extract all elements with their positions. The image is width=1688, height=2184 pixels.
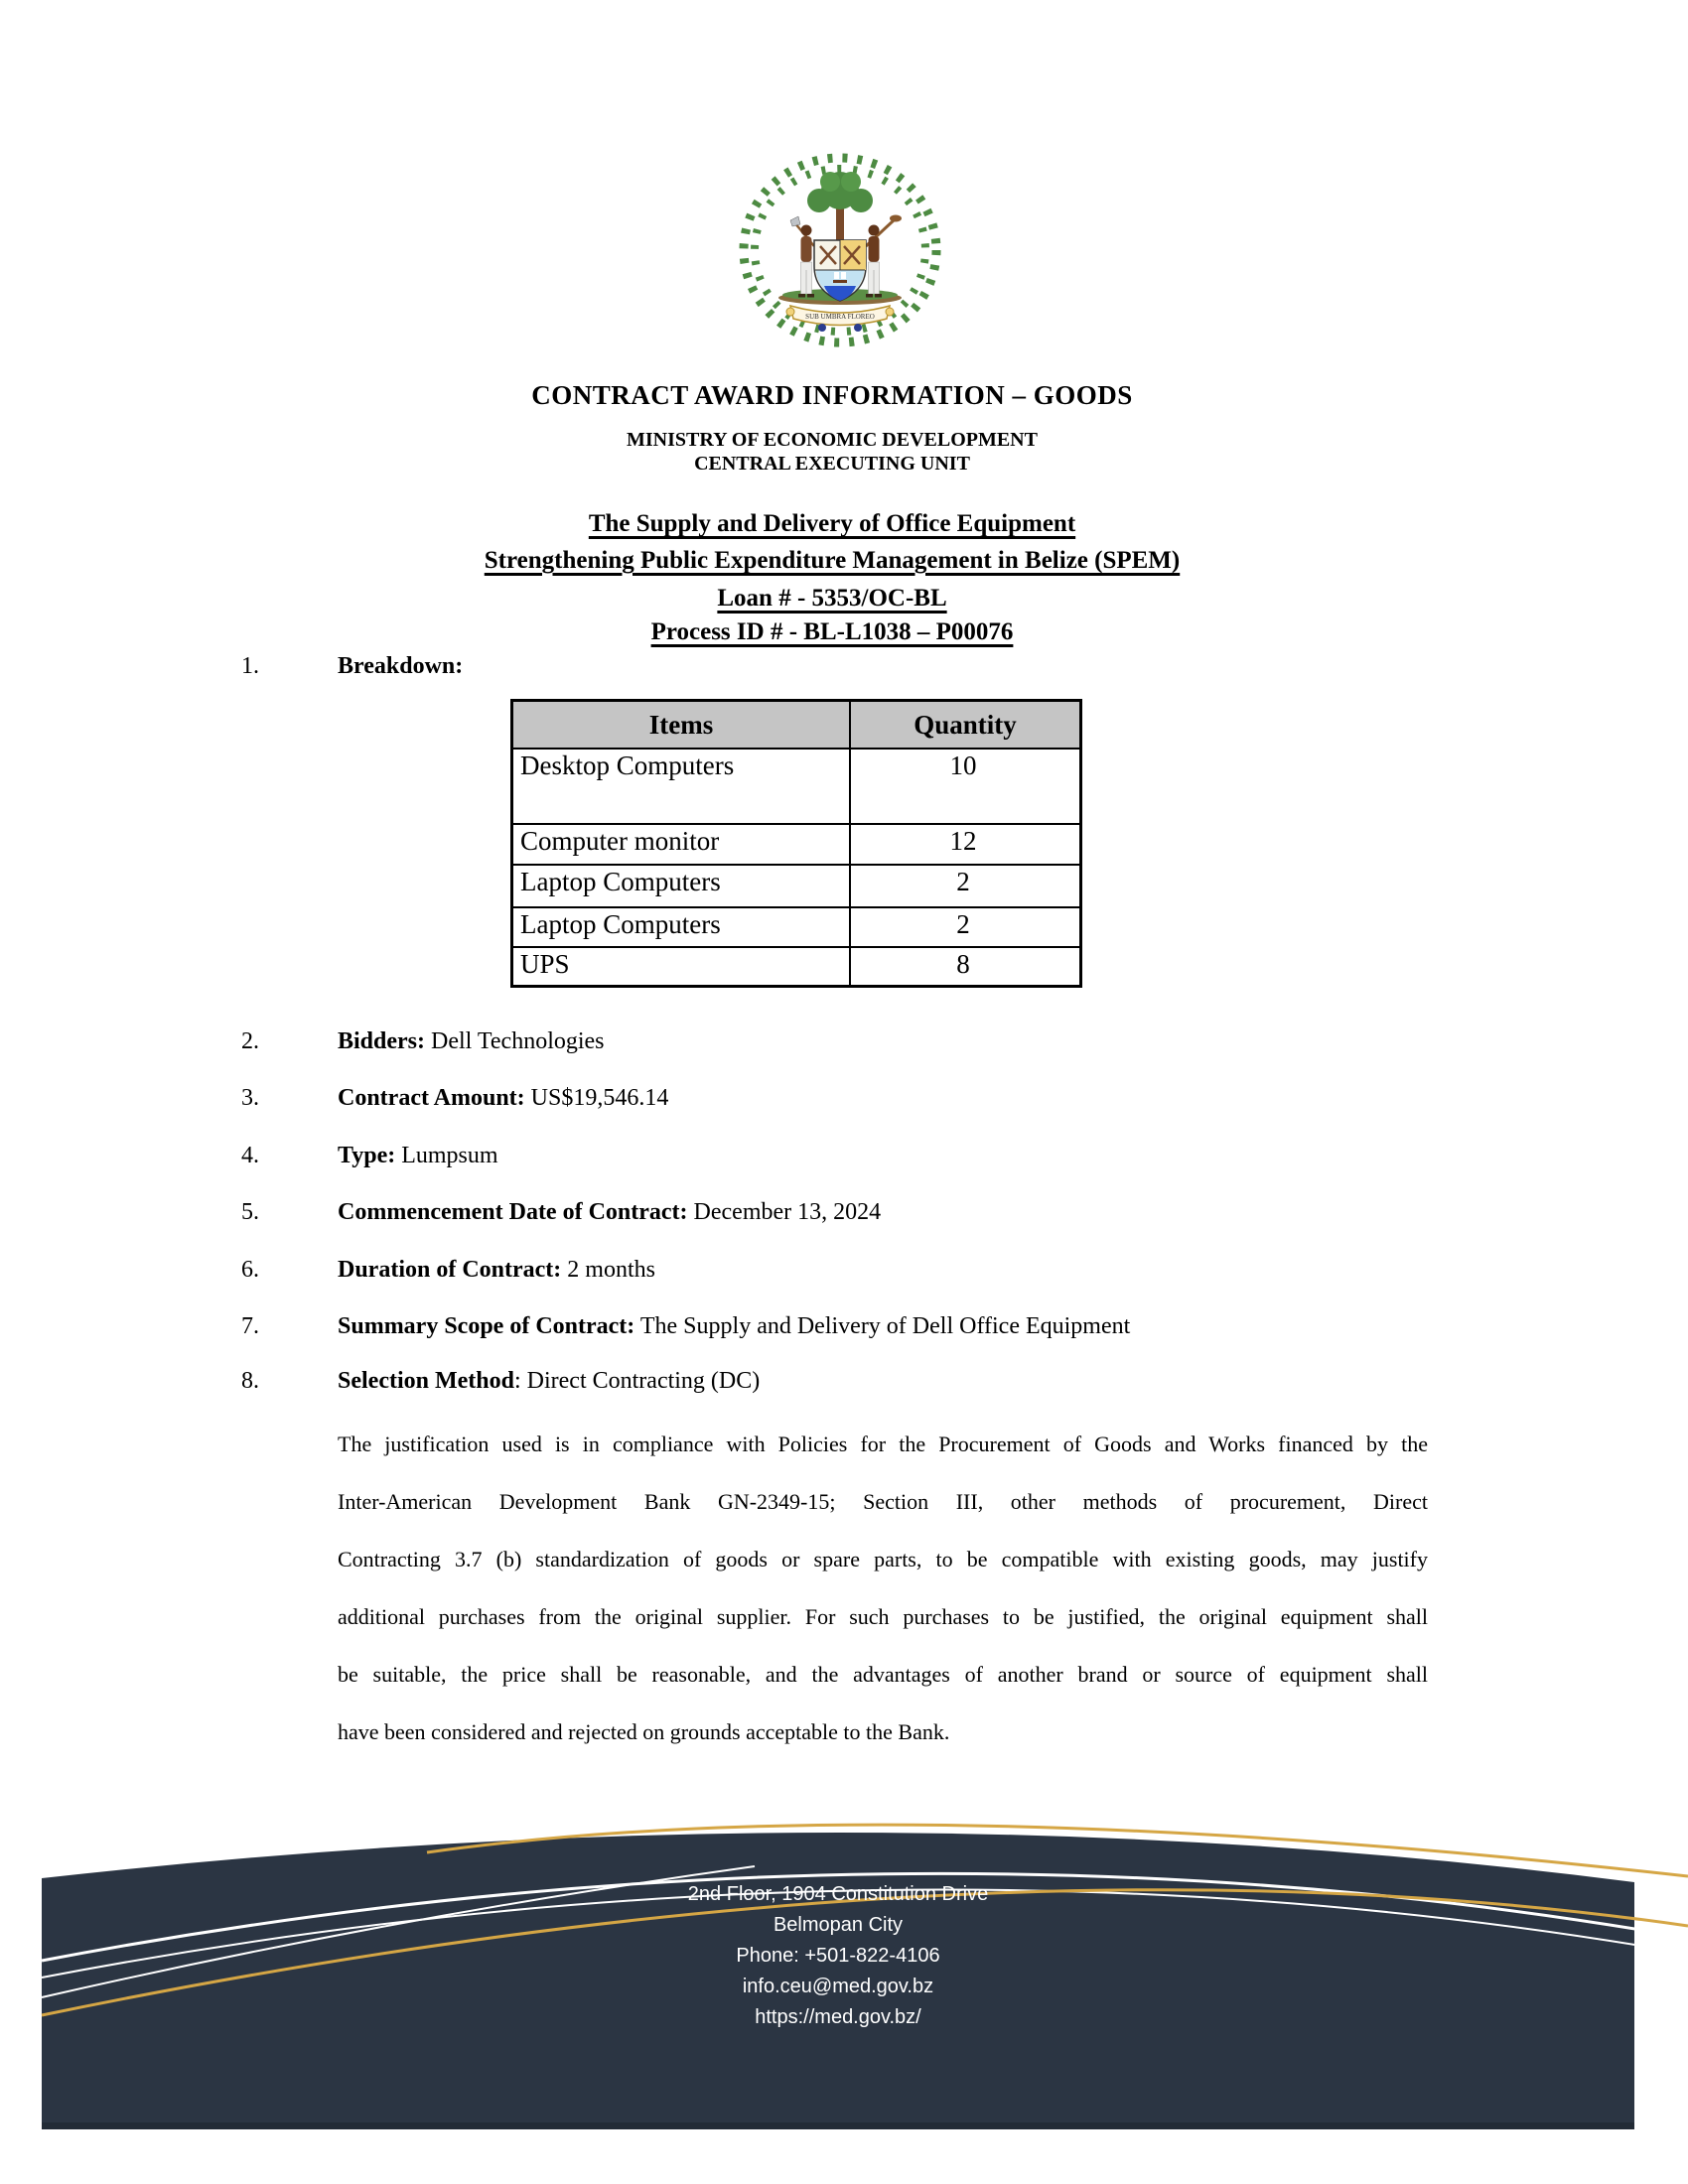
justification-line: additional purchases from the original supplier. For such purchases to be justified, the original equipment shall [338, 1604, 1428, 1629]
detail-label: Commencement Date of Contract: [338, 1199, 688, 1225]
detail-number: 8. [241, 1368, 259, 1394]
quantity-cell: 12 [850, 824, 1081, 865]
justification-line: Inter-American Development Bank GN-2349-15; Section III, other methods of procurement, Direct [338, 1489, 1428, 1514]
detail-number: 3. [241, 1085, 259, 1111]
footer-address-line1: 2nd Floor, 1904 Constitution Drive [687, 1883, 989, 1905]
justification-line: Contracting 3.7 (b) standardization of goods or spare parts, to be compatible with existing goods, may justify [338, 1547, 1428, 1571]
detail-number: 7. [241, 1313, 259, 1339]
detail-value: The Supply and Delivery of Dell Office Equipment [634, 1313, 1131, 1339]
quantity-cell: 2 [850, 865, 1081, 907]
project-heading-loan-number: Loan # - 5353/OC-BL [717, 585, 947, 612]
detail-number: 4. [241, 1143, 259, 1168]
items-column-header: Items [512, 701, 851, 750]
quantity-cell: 10 [850, 749, 1081, 824]
detail-value: Lumpsum [395, 1143, 498, 1168]
item-cell: Desktop Computers [512, 749, 851, 824]
quantity-column-header: Quantity [850, 701, 1081, 750]
table-row [512, 947, 1081, 986]
unit-name: CENTRAL EXECUTING UNIT [694, 453, 970, 475]
detail-label: Duration of Contract: [338, 1257, 562, 1283]
left-woodcutter-figure [790, 216, 814, 298]
ministry-name: MINISTRY OF ECONOMIC DEVELOPMENT [627, 429, 1038, 451]
detail-commencement-date [338, 1199, 881, 1226]
detail-selection-method [338, 1368, 760, 1395]
detail-number: 5. [241, 1199, 259, 1225]
detail-value: : Direct Contracting (DC) [513, 1368, 761, 1394]
detail-number: 6. [241, 1257, 259, 1283]
document-title: CONTRACT AWARD INFORMATION – GOODS [531, 380, 1133, 410]
justification-paragraph [338, 1416, 1428, 1761]
justification-line: have been considered and rejected on grounds acceptable to the Bank. [338, 1719, 950, 1744]
detail-value: Dell Technologies [425, 1028, 605, 1054]
detail-summary-scope [338, 1313, 1130, 1340]
right-paddler-figure [866, 215, 902, 298]
footer-phone: Phone: +501-822-4106 [736, 1945, 940, 1967]
breakdown-label: Breakdown: [338, 653, 464, 679]
detail-label: Contract Amount: [338, 1085, 525, 1111]
project-heading-supply: The Supply and Delivery of Office Equipment [588, 510, 1076, 537]
table-row [512, 907, 1081, 947]
footer-band-bottom-edge [42, 2122, 1634, 2129]
detail-label: Selection Method [338, 1368, 514, 1394]
motto-text: SUB UMBRA FLOREO [805, 313, 875, 321]
detail-value: 2 months [561, 1257, 655, 1283]
items-quantity-table [510, 699, 1082, 988]
detail-label: Bidders: [338, 1028, 426, 1054]
table-row [512, 824, 1081, 865]
project-heading-process-id: Process ID # - BL-L1038 – P00076 [650, 618, 1014, 645]
quantity-cell: 2 [850, 907, 1081, 947]
coat-of-arms-logo [735, 151, 945, 349]
item-cell: UPS [512, 947, 851, 986]
detail-value: December 13, 2024 [687, 1199, 882, 1225]
detail-value: US$19,546.14 [524, 1085, 669, 1111]
justification-line: The justification used is in compliance with Policies for the Procurement of Goods and Works financed by the [338, 1432, 1428, 1456]
item-cell: Laptop Computers [512, 907, 851, 947]
footer-contact-block [6, 1879, 1670, 2033]
mahogany-tree-icon [807, 172, 873, 246]
footer-email: info.ceu@med.gov.bz [742, 1976, 934, 1997]
project-heading-spem: Strengthening Public Expenditure Management in Belize (SPEM) [484, 547, 1181, 574]
quantity-cell: 8 [850, 947, 1081, 986]
detail-duration [338, 1257, 655, 1284]
table-row [512, 749, 1081, 824]
breakdown-number: 1. [241, 653, 259, 679]
table-row [512, 865, 1081, 907]
item-cell: Computer monitor [512, 824, 851, 865]
motto-banner [786, 306, 894, 332]
detail-label: Summary Scope of Contract: [338, 1313, 635, 1339]
detail-type [338, 1143, 498, 1169]
detail-number: 2. [241, 1028, 259, 1054]
item-cell: Laptop Computers [512, 865, 851, 907]
footer-website: https://med.gov.bz/ [755, 2006, 921, 2028]
table-header-row [512, 701, 1081, 750]
detail-label: Type: [338, 1143, 396, 1168]
footer-address-line2: Belmopan City [773, 1914, 904, 1936]
detail-contract-amount [338, 1085, 668, 1112]
justification-line: be suitable, the price shall be reasonable, and the advantages of another brand or source of equipment shall [338, 1662, 1428, 1687]
detail-bidders [338, 1028, 605, 1055]
